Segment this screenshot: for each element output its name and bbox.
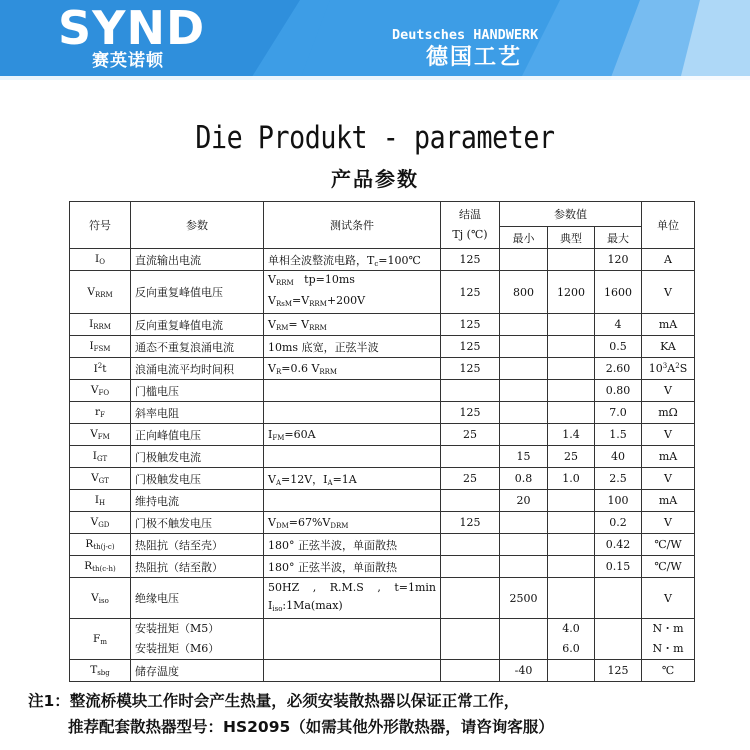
unit-cell: $10^3A^2S$ [642,358,695,380]
junction-cell [441,380,500,402]
typ-cell [548,336,595,358]
typ-value: 6.0 [562,642,580,655]
unit-cell: ℃/W [642,556,695,578]
header-max: 最大 [595,227,642,249]
max-cell: 125 [595,660,642,682]
symbol-cell: $V_{iso}$ [70,578,131,619]
page-subtitle: 产品参数 [331,167,419,191]
table-row [70,512,695,534]
condition-line: $I_{iso}:1Ma(\max)$ [268,598,343,613]
max-cell: 2.60 [595,358,642,380]
min-cell [500,336,548,358]
junction-cell: 125 [441,336,500,358]
condition-cell [264,578,441,619]
parameter-cell: 门极触发电流 [131,446,264,468]
typ-cell: 1.4 [548,424,595,446]
parameter-line: 安装扭矩（M5） [135,622,220,635]
junction-cell: 125 [441,358,500,380]
unit-value: N・m [652,642,684,655]
condition-line: 50HZ , R.M.S , t=1min [268,580,436,594]
max-cell: 0.5 [595,336,642,358]
table-header-row [70,202,695,227]
table-row [70,336,695,358]
unit-cell: A [642,249,695,271]
min-cell: 15 [500,446,548,468]
min-cell [500,534,548,556]
parameter-cell: 门槛电压 [131,380,264,402]
junction-cell [441,556,500,578]
min-cell: -40 [500,660,548,682]
note-line-2: 推荐配套散热器型号：HS2095（如需其他外形散热器，请咨询客服） [68,718,554,736]
max-cell: 0.42 [595,534,642,556]
typ-cell [548,249,595,271]
junction-cell: 25 [441,468,500,490]
max-cell: 2.5 [595,468,642,490]
max-cell: 100 [595,490,642,512]
typ-cell [548,556,595,578]
min-cell [500,314,548,336]
min-cell: 20 [500,490,548,512]
unit-cell: V [642,271,695,314]
max-cell: 120 [595,249,642,271]
table-row [70,402,695,424]
symbol-cell: $V_{RRM}$ [70,271,131,314]
note-line-1: 注1：整流桥模块工作时会产生热量，必须安装散热器以保证正常工作， [28,692,520,710]
symbol-cell: $R_{th(c-h)}$ [70,556,131,578]
page-title: Die Produkt - parameter [195,120,555,156]
condition-cell: $I_{FM}=60A$ [264,424,441,446]
unit-cell: mA [642,490,695,512]
parameter-cell: 热阻抗（结至散） [131,556,264,578]
table-row [70,660,695,682]
parameter-cell: 绝缘电压 [131,578,264,619]
symbol-cell: $I_{FSM}$ [70,336,131,358]
symbol-cell: $R_{th(j-c)}$ [70,534,131,556]
table-row [70,271,695,314]
condition-cell [264,446,441,468]
max-cell: 7.0 [595,402,642,424]
parameter-table [69,201,695,682]
typ-cell [548,358,595,380]
table-row [70,380,695,402]
typ-cell: 1200 [548,271,595,314]
symbol-cell: $I_{GT}$ [70,446,131,468]
junction-cell: 125 [441,249,500,271]
junction-cell: 125 [441,402,500,424]
unit-cell: V [642,578,695,619]
unit-cell: mA [642,446,695,468]
junction-cell [441,578,500,619]
min-cell [500,249,548,271]
symbol-cell: $V_{GD}$ [70,512,131,534]
condition-cell: $V_A=12V$，$I_A=1A$ [264,468,441,490]
header-unit: 单位 [642,202,695,249]
table-row [70,534,695,556]
table-row [70,578,695,619]
max-cell [595,578,642,619]
junction-cell: 125 [441,271,500,314]
typ-cell [548,578,595,619]
symbol-cell: $V_{FM}$ [70,424,131,446]
parameter-cell [131,619,264,660]
condition-cell: $V_{RM}= V_{RRM}$ [264,314,441,336]
max-cell: 1.5 [595,424,642,446]
unit-cell: mA [642,314,695,336]
tagline-chinese: 德国工艺 [426,45,523,70]
junction-cell [441,534,500,556]
header-junction-label: 结温 [459,208,481,221]
unit-cell: V [642,424,695,446]
table-row [70,619,695,660]
condition-cell [264,271,441,314]
junction-cell [441,660,500,682]
table-row [70,446,695,468]
parameter-cell: 浪涌电流平均时间积 [131,358,264,380]
table-row [70,490,695,512]
condition-cell: 180° 正弦半波，单面散热 [264,556,441,578]
parameter-cell: 维持电流 [131,490,264,512]
typ-cell [548,490,595,512]
typ-cell [548,534,595,556]
table-row [70,249,695,271]
junction-cell [441,446,500,468]
header-symbol: 符号 [70,202,131,249]
condition-line: $V_{RsM}=V_{RRM}+200V$ [268,294,366,308]
unit-cell: V [642,468,695,490]
junction-cell: 125 [441,314,500,336]
condition-cell [264,402,441,424]
condition-cell: 180° 正弦半波，单面散热 [264,534,441,556]
parameter-cell: 通态不重复浪涌电流 [131,336,264,358]
min-cell [500,424,548,446]
symbol-cell: $I_O$ [70,249,131,271]
symbol-cell: $I_{RRM}$ [70,314,131,336]
condition-cell [264,380,441,402]
condition-cell [264,660,441,682]
typ-cell [548,402,595,424]
condition-cell: $V_R=0.6$ $V_{RRM}$ [264,358,441,380]
header-min: 最小 [500,227,548,249]
max-cell [595,619,642,660]
symbol-cell: $r_F$ [70,402,131,424]
junction-cell: 125 [441,512,500,534]
parameter-cell: 反向重复峰值电流 [131,314,264,336]
table-row [70,468,695,490]
junction-cell [441,619,500,660]
min-cell [500,619,548,660]
max-cell: 1600 [595,271,642,314]
symbol-cell: $V_{GT}$ [70,468,131,490]
unit-value: N・m [652,622,684,635]
typ-value: 4.0 [562,622,580,635]
max-cell: 4 [595,314,642,336]
condition-cell [264,490,441,512]
condition-line: $V_{RRM}$ tp=10ms [268,273,355,287]
symbol-cell: $I^2t$ [70,358,131,380]
typ-cell [548,380,595,402]
symbol-cell: $F_m$ [70,619,131,660]
typ-cell [548,314,595,336]
condition-cell: $V_{DM}=67\%V_{DRM}$ [264,512,441,534]
min-cell [500,512,548,534]
header-typ: 典型 [548,227,595,249]
typ-cell: 25 [548,446,595,468]
junction-cell [441,490,500,512]
junction-cell: 25 [441,424,500,446]
parameter-line: 安装扭矩（M6） [135,642,220,655]
min-cell [500,402,548,424]
symbol-cell: $T_{sbg}$ [70,660,131,682]
min-cell [500,556,548,578]
unit-cell: KA [642,336,695,358]
header-banner [0,0,750,80]
parameter-cell: 门极不触发电压 [131,512,264,534]
condition-cell: 10ms 底宽，正弦半波 [264,336,441,358]
unit-cell: V [642,512,695,534]
table-row [70,314,695,336]
table-row [70,358,695,380]
typ-cell [548,619,595,660]
unit-cell: V [642,380,695,402]
brand-logo-text: SYND [58,1,206,55]
condition-cell [264,619,441,660]
table-row [70,424,695,446]
condition-cell: 单相全波整流电路，$T_c=100℃$ [264,249,441,271]
parameter-cell: 反向重复峰值电压 [131,271,264,314]
symbol-cell: $V_{FO}$ [70,380,131,402]
typ-cell [548,512,595,534]
typ-cell: 1.0 [548,468,595,490]
parameter-cell: 斜率电阻 [131,402,264,424]
min-cell: 800 [500,271,548,314]
unit-cell: ℃/W [642,534,695,556]
parameter-cell: 直流输出电流 [131,249,264,271]
unit-cell: mΩ [642,402,695,424]
brand-chinese-name: 赛英诺顿 [92,51,164,71]
parameter-cell: 正向峰值电压 [131,424,264,446]
typ-cell [548,660,595,682]
table-row [70,556,695,578]
unit-cell: ℃ [642,660,695,682]
header-values: 参数值 [500,202,642,227]
header-condition: 测试条件 [264,202,441,249]
max-cell: 0.2 [595,512,642,534]
tagline-english: Deutsches HANDWERK [392,27,539,43]
unit-cell [642,619,695,660]
max-cell: 0.15 [595,556,642,578]
min-cell [500,358,548,380]
min-cell: 2500 [500,578,548,619]
header-junction-temp [441,202,500,249]
parameter-cell: 储存温度 [131,660,264,682]
min-cell: 0.8 [500,468,548,490]
header-parameter: 参数 [131,202,264,249]
header-junction-unit: Tj (℃) [452,228,488,241]
min-cell [500,380,548,402]
symbol-cell: $I_H$ [70,490,131,512]
max-cell: 40 [595,446,642,468]
max-cell: 0.80 [595,380,642,402]
parameter-cell: 门极触发电压 [131,468,264,490]
parameter-cell: 热阻抗（结至壳） [131,534,264,556]
